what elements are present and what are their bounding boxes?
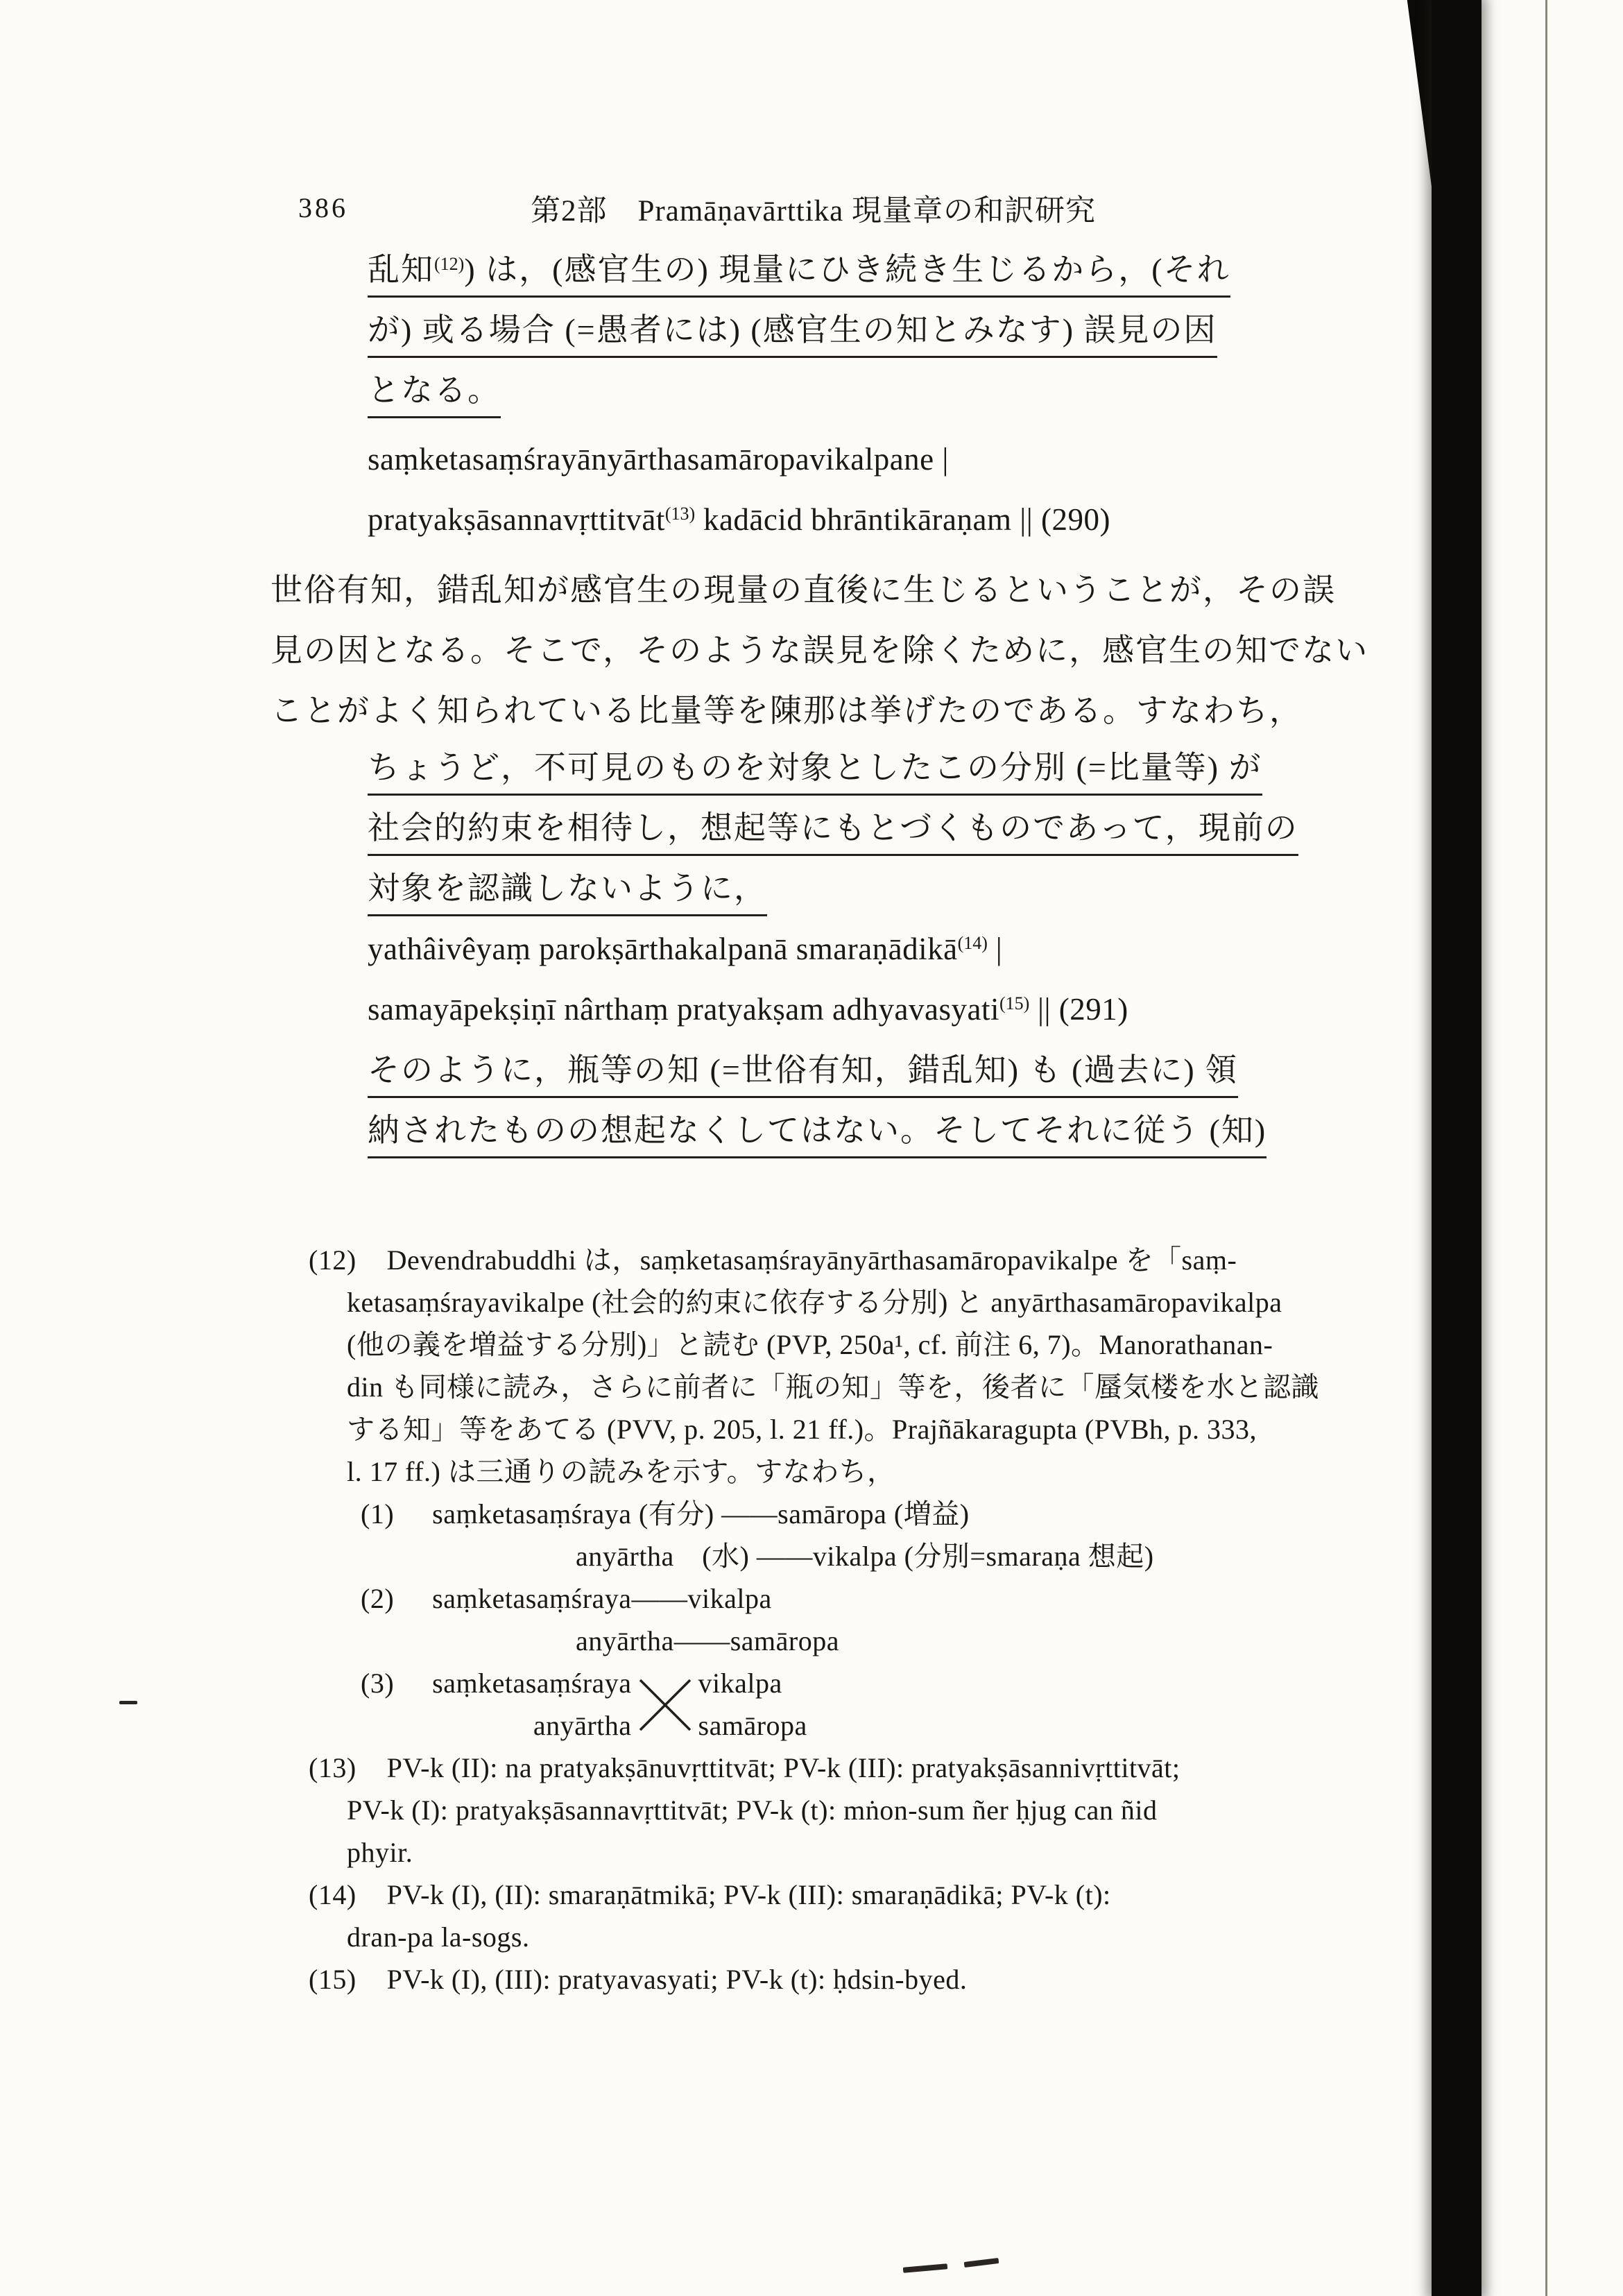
paragraph-line: 世俗有知，錯乱知が感官生の現量の直後に生じるということが，その誤: [270, 572, 1336, 608]
footnote-12-line: l. 17 ff.) は三通りの読みを示す。すなわち，: [347, 1456, 895, 1487]
translation-line: [368, 870, 1298, 930]
cross-term: samāropa: [698, 1710, 807, 1741]
verse-text: || (291): [1029, 992, 1128, 1027]
cross-term: anyārtha: [533, 1710, 632, 1741]
paragraph-line: ことがよく知られている比量等を陳那は挙げたのである。すなわち，: [270, 693, 1303, 728]
footnote-14: [309, 1875, 1408, 1917]
footnote-text: PV-k (II): na pratyakṣānuvṛttitvāt; PV-k (III): pratyakṣāsannivṛttitvāt;: [386, 1752, 1180, 1783]
verse-text: kadācid bhrāntikāraṇam || (290): [695, 502, 1110, 537]
footnote-text: PV-k (I), (III): pratyavasyati; PV-k (t): ḥdsin-byed.: [386, 1964, 968, 1995]
footnote-number: (14): [309, 1879, 357, 1910]
cross-term: saṃketasaṃśraya: [432, 1668, 632, 1699]
scan-mark: [119, 1701, 137, 1704]
footnote-13-line: phyir.: [347, 1837, 413, 1868]
footnote-list-item-2: [361, 1579, 1408, 1621]
verse-text: samayāpekṣiṇī nârthaṃ pratyakṣam adhyavasyati: [368, 992, 999, 1027]
translation-line: [368, 1052, 1266, 1112]
translation-text: が) 或る場合 (=愚者には) (感官生の知とみなす) 誤見の因: [368, 312, 1217, 358]
list-item-text: saṃketasaṃśraya——vikalpa: [432, 1583, 772, 1614]
commentary-paragraph: [270, 565, 1368, 746]
footnote-12-line: din も同様に読み，さらに前者に「瓶の知」等を，後者に「蜃気楼を水と認識: [347, 1371, 1320, 1403]
page-number: 386: [298, 192, 348, 223]
footnote-14-line: dran-pa la-sogs.: [347, 1921, 530, 1953]
footnote-12-line: する知」等をあてる (PVV, p. 205, l. 21 ff.)。Prajñākaragupta (PVBh, p. 333,: [347, 1414, 1257, 1445]
translation-line: [368, 372, 1230, 432]
footnote-ref-14: (14): [957, 933, 988, 953]
translation-block-291a: [368, 749, 1298, 930]
footnote-ref-15: (15): [999, 993, 1030, 1013]
footnote-ref-13: (13): [664, 504, 696, 524]
footnotes-section: [305, 1240, 1408, 2002]
translation-line: [368, 1112, 1266, 1172]
translation-text: 納されたものの想起なくしてはない。そしてそれに従う (知): [368, 1113, 1266, 1158]
footnote-text: PV-k (I), (II): smaraṇātmikā; PV-k (III): smaraṇādikā; PV-k (t):: [386, 1879, 1111, 1910]
translation-line: [368, 749, 1298, 809]
translation-block-290: [368, 251, 1230, 432]
paragraph-line: 見の因となる。そこで，そのような誤見を除くために，感官生の知でない: [270, 633, 1369, 668]
footnote-list-subitem-1: anyārtha (水) ——vikalpa (分別=smaraṇa 想起): [576, 1541, 1154, 1572]
verse-line: [368, 931, 1128, 991]
translation-text: そのように，瓶等の知 (=世俗有知，錯乱知) も (過去に) 領: [368, 1052, 1238, 1098]
scan-mark: [964, 2258, 999, 2268]
verse-text: |: [987, 932, 1003, 966]
footnote-text: Devendrabuddhi は，saṃketasaṃśrayānyārthasamāropavikalpe を「saṃ-: [386, 1244, 1237, 1276]
translation-line: [368, 311, 1230, 372]
list-item-number: (1): [361, 1498, 395, 1530]
footnote-list-subitem-2: anyārtha——samāropa: [576, 1625, 839, 1656]
list-item-text: saṃketasaṃśraya (有分) ——samāropa (増益): [432, 1498, 970, 1530]
list-item-number: (2): [361, 1583, 395, 1614]
list-item-number: (3): [361, 1668, 395, 1699]
footnote-15: [309, 1960, 1408, 2002]
cross-connector-icon: [632, 1663, 698, 1748]
running-header-title: 第2部 Pramāṇavārttika 現量章の和訳研究: [531, 195, 1097, 228]
footnote-13: [309, 1748, 1408, 1790]
translation-text: となる。: [368, 372, 501, 418]
footnote-list-item-3: [361, 1663, 1408, 1748]
binding-shadow-bar: [1432, 0, 1482, 2296]
translation-text: 乱知: [368, 252, 434, 287]
scan-mark: [903, 2263, 947, 2273]
verse-line: [368, 502, 1110, 562]
translation-line: [368, 809, 1298, 870]
translation-text: 対象を認識しないように，: [368, 871, 767, 916]
translation-line: [368, 251, 1230, 311]
verse-line: [368, 991, 1128, 1052]
translation-text: 社会的約束を相待し，想起等にもとづくものであって，現前の: [368, 810, 1298, 856]
cross-mapping: [432, 1663, 807, 1748]
footnote-ref-12: (12): [434, 254, 465, 274]
page-edge-line: [1545, 0, 1547, 2296]
translation-text: ) は，(感官生の) 現量にひき続き生じるから，(それ: [464, 252, 1230, 287]
verse-text: pratyakṣāsannavṛttitvāt: [368, 502, 665, 537]
verse-text: yathâivêyaṃ parokṣārthakalpanā smaraṇādikā: [368, 932, 958, 966]
footnote-12-line: ketasaṃśrayavikalpe (社会的約束に依存する分別) と anyārthasamāropavikalpa: [347, 1287, 1282, 1318]
footnote-list-item-1: [361, 1494, 1408, 1536]
sanskrit-verse-290: [368, 441, 1110, 562]
cross-term: vikalpa: [698, 1668, 782, 1699]
verse-line: saṃketasaṃśrayānyārthasamāropavikalpane |: [368, 442, 949, 477]
footnote-number: (12): [309, 1244, 357, 1276]
footnote-12: [309, 1240, 1408, 1283]
sanskrit-verse-291: [368, 931, 1128, 1052]
footnote-12-line: (他の義を増益する分別)」と読む (PVP, 250a¹, cf. 前注 6, 7)。Manorathanan-: [347, 1329, 1273, 1360]
translation-block-291b: [368, 1052, 1266, 1172]
footnote-number: (15): [309, 1964, 357, 1995]
footnote-number: (13): [309, 1752, 357, 1783]
footnote-13-line: PV-k (I): pratyakṣāsannavṛttitvāt; PV-k (t): mṅon-sum ñer ḥjug can ñid: [347, 1794, 1158, 1826]
translation-text: ちょうど，不可見のものを対象としたこの分別 (=比量等) が: [368, 750, 1262, 796]
